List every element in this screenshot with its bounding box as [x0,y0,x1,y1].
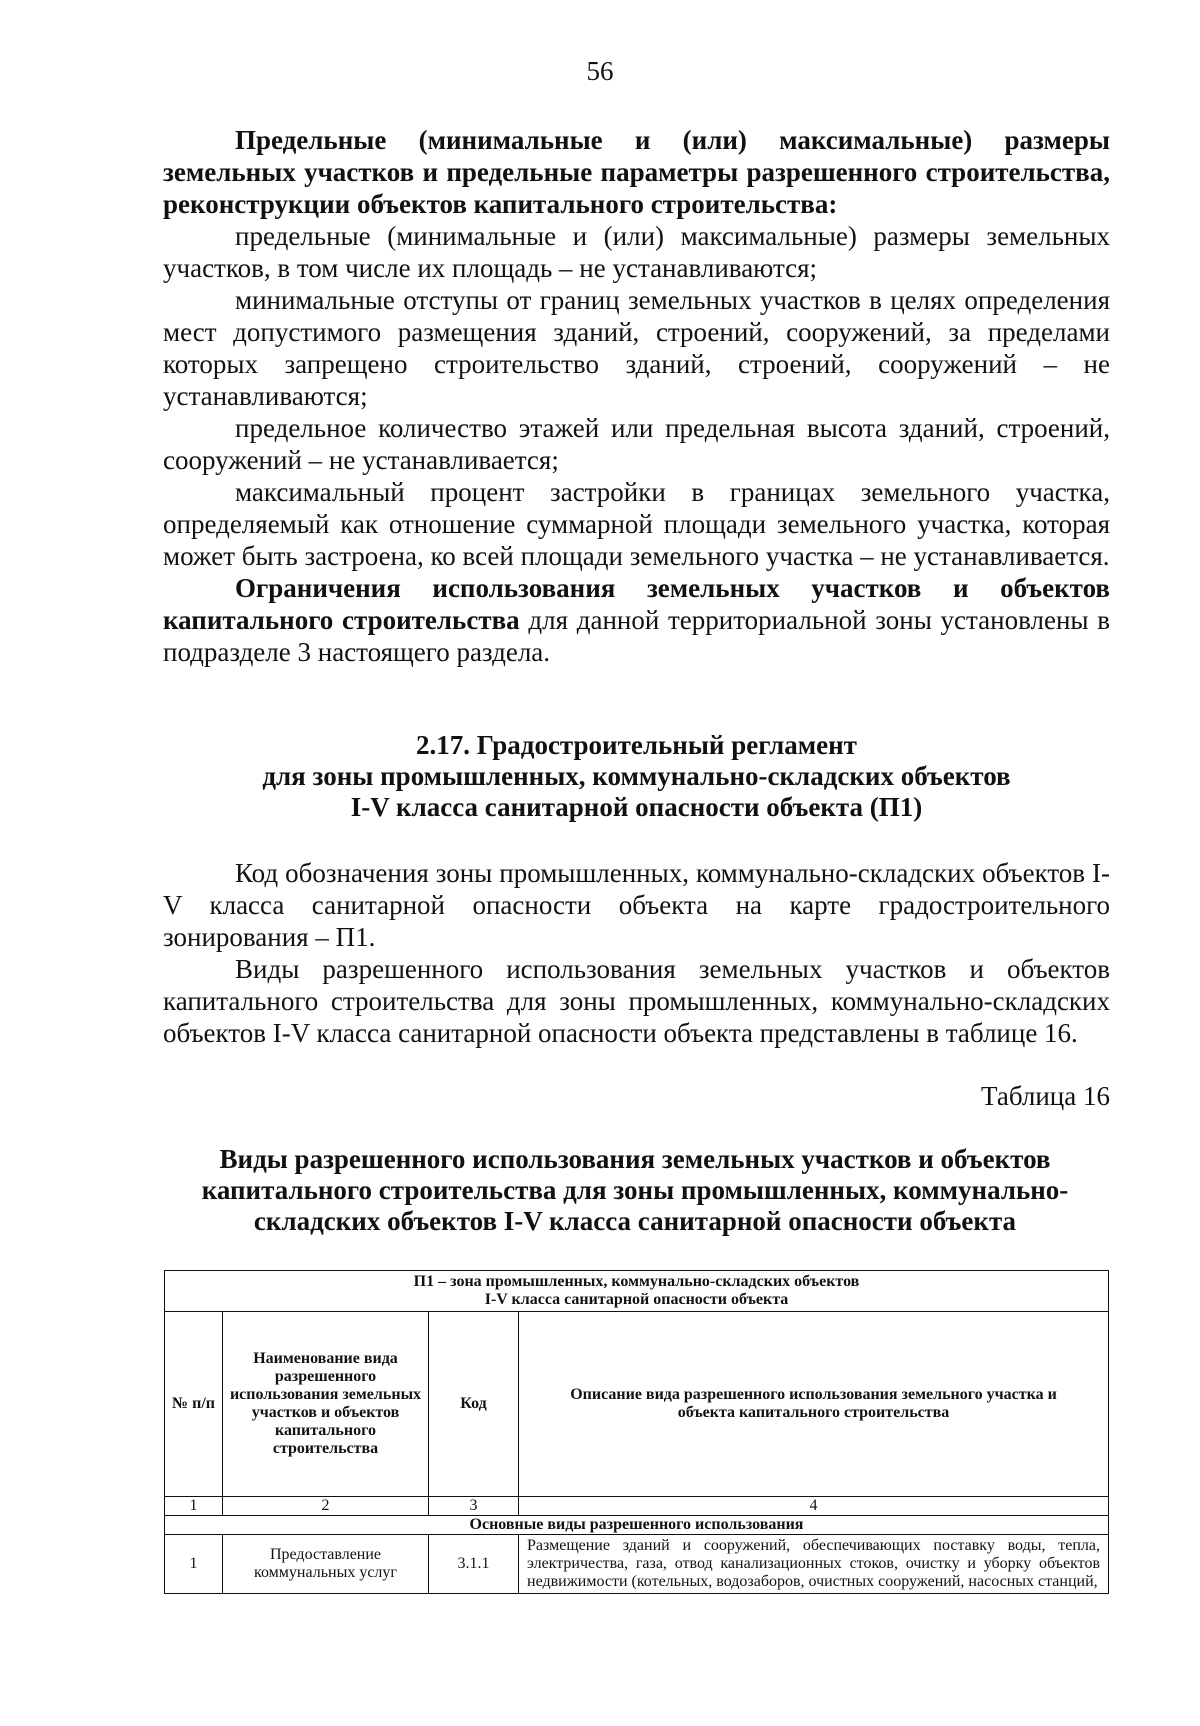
header-number: № п/п [165,1312,223,1497]
table-title-line: Виды разрешенного использования земельных участков и объектов [219,1144,1051,1174]
parameters-item: предельное количество этажей или предельная высота зданий, строений, сооружений – не устанавливается; [163,413,1110,475]
column-number: 3 [429,1497,519,1516]
page-number: 56 [586,56,614,86]
group-header-main: Основные виды разрешенного использования [165,1516,1109,1535]
column-number-row [165,1497,1109,1516]
row-name: Предоставление коммунальных услуг [223,1535,429,1594]
column-number: 4 [519,1497,1109,1516]
table-caption: Таблица 16 [981,1081,1110,1111]
parameters-item: минимальные отступы от границ земельных участков в целях определения мест допустимого размещения зданий, строений, сооружений, за пределами которых запрещено строительство зданий, строений, сооружений – не устанавливаются; [163,285,1110,411]
table-title-line: капитального строительства для зоны промышленных, коммунально- [201,1175,1069,1205]
zone-header-row [165,1271,1109,1312]
header-name: Наименование вида разрешенного использования земельных участков и объектов капитального строительства [223,1312,429,1497]
section-heading [163,730,1110,823]
row-description: Размещение зданий и сооружений, обеспечивающих поставку воды, тепла, электричества, газа, отвод канализационных стоков, очистку и уборку объектов недвижимости (котельных, водозаборов, очистных сооружений, насосных станций, [519,1535,1109,1594]
zone-types-paragraph: Виды разрешенного использования земельных участков и объектов капитального строительства для зоны промышленных, коммунально-складских объектов I-V класса санитарной опасности объекта представлены в таблице 16. [163,954,1110,1048]
regulation-table [164,1270,1109,1594]
zone-code-paragraph: Код обозначения зоны промышленных, коммунально-складских объектов I-V класса санитарной опасности объекта на карте градостроительного зонирования – П1. [163,858,1110,952]
zone-description [163,857,1110,1049]
restrictions-text: для данной территориальной зоны установлены в подразделе 3 настоящего раздела. [163,605,1110,667]
header-code: Код [429,1312,519,1497]
parameters-heading: Предельные (минимальные и (или) максимальные) размеры земельных участков и предельные параметры разрешенного строительства, реконструкции объектов капитального строительства: [163,125,1110,219]
column-number: 1 [165,1497,223,1516]
column-header-row [165,1312,1109,1497]
section-heading-line: 2.17. Градостроительный регламент [416,730,857,760]
table-title-line: складских объектов I-V класса санитарной опасности объекта [253,1206,1017,1236]
restrictions-paragraph [163,572,1110,668]
table-row [165,1535,1109,1594]
restrictions-bold: Ограничения использования земельных участков и объектов капитального строительства [163,573,1110,635]
zone-header-cell: П1 – зона промышленных, коммунально-складских объектов I-V класса санитарной опасности объекта [165,1271,1109,1312]
row-number: 1 [165,1535,223,1594]
group-header-row [165,1516,1109,1535]
parameters-item: предельные (минимальные и (или) максимальные) размеры земельных участков, в том числе их площадь – не устанавливаются; [163,221,1110,283]
table-title [160,1144,1110,1237]
section-heading-line: I-V класса санитарной опасности объекта (П1) [350,792,923,822]
header-description: Описание вида разрешенного использования земельного участка и объекта капитального строительства [519,1312,1109,1497]
section-heading-line: для зоны промышленных, коммунально-складских объектов [262,761,1011,791]
parameters-section [163,124,1110,668]
column-number: 2 [223,1497,429,1516]
parameters-item: максимальный процент застройки в границах земельного участка, определяемый как отношение суммарной площади земельного участка, которая может быть застроена, ко всей площади земельного участка – не устанавливается. [163,477,1110,571]
row-code: 3.1.1 [429,1535,519,1594]
